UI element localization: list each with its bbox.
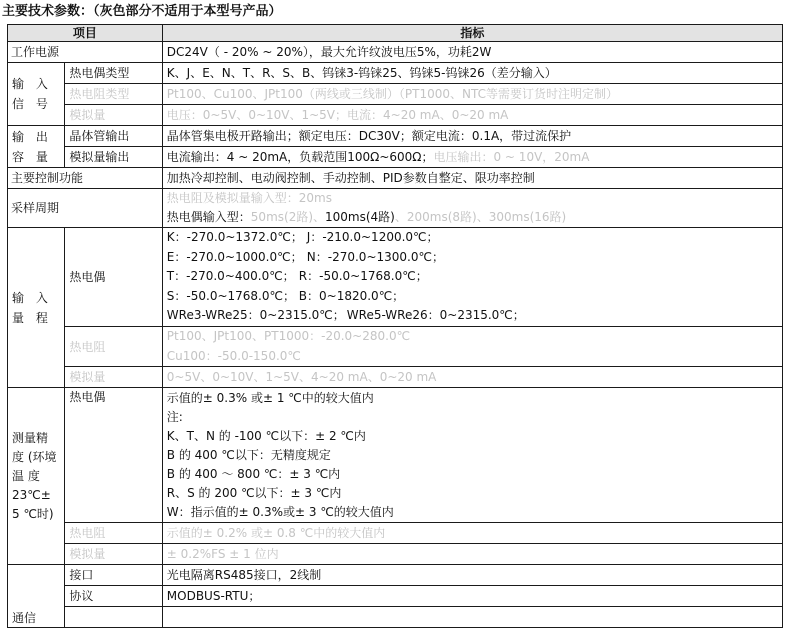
comm-interface-label: 接口 — [65, 565, 162, 586]
input-signal-label: 输 入 信 号 — [8, 63, 65, 126]
accuracy-tc-label: 热电偶 — [65, 388, 162, 523]
table-row — [8, 388, 783, 523]
range-analog-value: 0~5V、0~10V、1~5V、4~20 mA、0~20 mA — [162, 367, 782, 388]
accuracy-analog-value: ± 0.2%FS ± 1 位内 — [162, 544, 782, 565]
control-value: 加热冷却控制、电动阀控制、手动控制、PID参数自整定、限功率控制 — [162, 168, 782, 189]
table-row — [8, 327, 783, 367]
table-row — [8, 63, 783, 84]
comm-interface-value: 光电隔离RS485接口，2线制 — [162, 565, 782, 586]
transistor-label: 晶体管输出 — [65, 126, 162, 147]
transistor-value: 晶体管集电极开路输出；额定电压：DC30V；额定电流：0.1A，带过流保护 — [162, 126, 782, 147]
power-label: 工作电源 — [8, 42, 163, 63]
analog-type-label: 模拟量 — [65, 105, 162, 126]
table-row — [8, 367, 783, 388]
analog-out-current: 电流输出：4 ~ 20mA，负载范围100Ω~600Ω； — [166, 150, 434, 164]
range-line: S：-50.0~1768.0℃； B：0~1820.0℃； — [166, 288, 405, 303]
table-row — [8, 168, 783, 189]
analog-out-label: 模拟量输出 — [65, 147, 162, 168]
table-row — [8, 189, 783, 228]
range-line: E：-270.0~1000.0℃； N：-270.0~1300.0℃； — [166, 249, 444, 264]
table-row — [8, 84, 783, 105]
range-line: T：-270.0~400.0℃； R：-50.0~1768.0℃； — [166, 269, 428, 284]
sampling-line2: 热电偶输入型：50ms(2路)、100ms(4路)、200ms(8路)、300ms(16路) — [166, 210, 567, 224]
table-row — [8, 586, 783, 607]
table-row — [8, 228, 783, 327]
empty-cell — [162, 607, 782, 628]
sampling-value — [162, 189, 782, 228]
header-item: 项目 — [8, 25, 163, 42]
table-row — [8, 607, 783, 628]
table-row — [8, 147, 783, 168]
range-tc-value — [162, 228, 782, 327]
table-row — [8, 105, 783, 126]
power-value: DC24V（ - 20% ~ 20%），最大允许纹波电压5%，功耗2W — [162, 42, 782, 63]
table-header-row — [8, 25, 783, 42]
tc-type-label: 热电偶类型 — [65, 63, 162, 84]
accuracy-rtd-value: 示值的± 0.2% 或± 0.8 ℃中的较大值内 — [162, 523, 782, 544]
range-analog-label: 模拟量 — [65, 367, 162, 388]
accuracy-tc-value: 示值的± 0.3% 或± 1 ℃中的较大值内 注: K、T、N 的 -100 ℃以下：± 2 ℃内 B 的 400 ℃以下：无精度规定 B 的 400 ～ 800 ℃：± 3 ℃内 R、S 的 200 ℃以下：± 3 ℃内 W：指示值的± 0.3%或± 3 ℃的较大值内 — [162, 388, 782, 523]
analog-out-voltage: 电压输出：0 ~ 10V，20mA — [433, 150, 590, 164]
page-title: 主要技术参数：（灰色部分不适用于本型号产品） — [2, 4, 282, 19]
accuracy-rtd-label: 热电阻 — [65, 523, 162, 544]
range-tc-label: 热电偶 — [65, 228, 162, 327]
table-row — [8, 523, 783, 544]
accuracy-label: 测量精 度 (环境温 度23℃± 5 ℃时) — [8, 388, 65, 565]
output-label: 输 出 容 量 — [8, 126, 65, 168]
table-row — [8, 126, 783, 147]
table-row — [8, 42, 783, 63]
spec-table — [7, 24, 783, 628]
accuracy-analog-label: 模拟量 — [65, 544, 162, 565]
range-label: 输 入 量 程 — [8, 228, 65, 388]
range-rtd-value: Pt100、JPt100、PT1000：-20.0~280.0℃ Cu100：-50.0-150.0℃ — [162, 327, 782, 367]
comm-label: 通信 — [8, 565, 65, 628]
rtd-type-value: Pt100、Cu100、JPt100（两线或三线制）（PT1000、NTC等需要订货时注明定制） — [162, 84, 782, 105]
sampling-label: 采样周期 — [8, 189, 163, 228]
comm-protocol-value: MODBUS-RTU； — [162, 586, 782, 607]
analog-out-value — [162, 147, 782, 168]
empty-cell — [65, 607, 162, 628]
range-rtd-label: 热电阻 — [65, 327, 162, 367]
header-spec: 指标 — [162, 25, 782, 42]
tc-type-value: K、J、E、N、T、R、S、B、钨铼3-钨铼25、钨铼5-钨铼26（差分输入） — [162, 63, 782, 84]
rtd-type-label: 热电阻类型 — [65, 84, 162, 105]
sampling-line1: 热电阻及模拟量输入型：20ms — [166, 191, 332, 205]
analog-type-value: 电压：0~5V、0~10V、1~5V；电流：4~20 mA、0~20 mA — [162, 105, 782, 126]
table-row — [8, 544, 783, 565]
range-line: K：-270.0~1372.0℃； J：-210.0~1200.0℃； — [166, 230, 439, 245]
control-label: 主要控制功能 — [8, 168, 163, 189]
comm-protocol-label: 协议 — [65, 586, 162, 607]
table-row — [8, 565, 783, 586]
range-line: WRe3-WRe25：0~2315.0℃； WRe5-WRe26：0~2315.0℃； — [166, 308, 525, 323]
